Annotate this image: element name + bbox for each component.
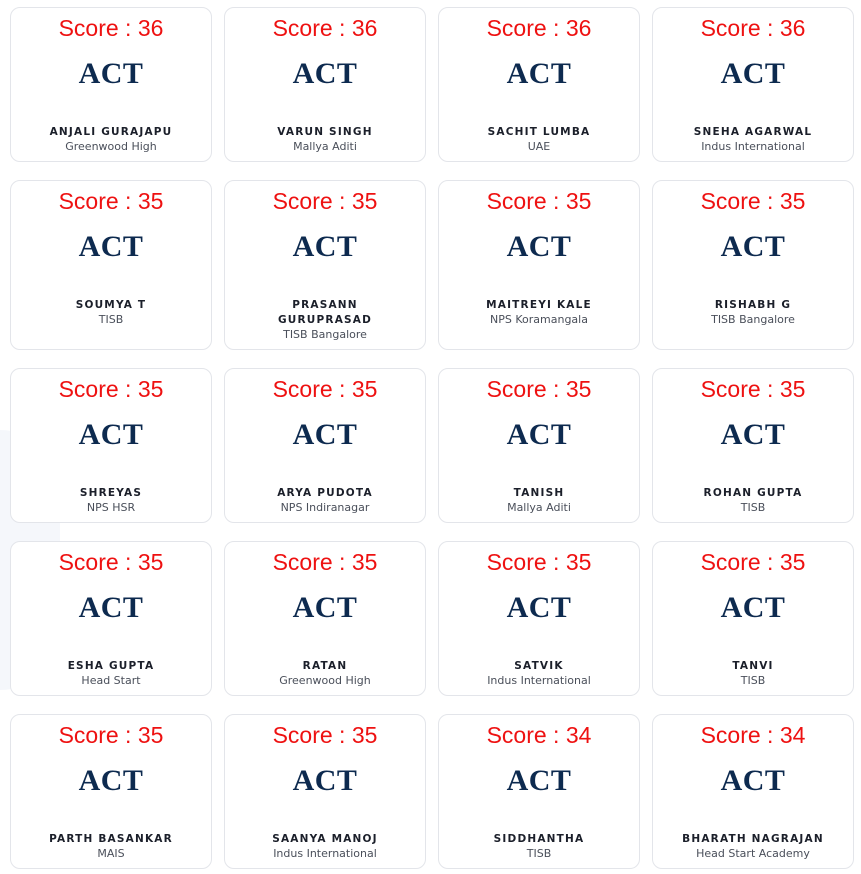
score-label: Score : 36	[272, 15, 378, 41]
act-logo: ACT	[292, 57, 358, 90]
act-logo: ACT	[506, 764, 572, 797]
school-name: NPS Koramangala	[490, 313, 588, 326]
score-label: Score : 35	[272, 722, 378, 748]
student-name: SACHIT LUMBA	[487, 126, 591, 138]
student-name: SOUMYA T	[75, 299, 147, 311]
school-name: TISB Bangalore	[711, 313, 795, 326]
school-name: Head Start	[81, 674, 141, 687]
score-label: Score : 35	[486, 549, 592, 575]
act-logo: ACT	[292, 230, 358, 263]
act-logo: ACT	[720, 230, 786, 263]
student-name: SIDDHANTHA	[493, 833, 585, 845]
score-label: Score : 34	[486, 722, 592, 748]
act-logo: ACT	[720, 57, 786, 90]
student-score-card	[10, 180, 212, 350]
card-row	[10, 541, 854, 696]
student-score-card	[224, 368, 426, 523]
student-name: PRASANN GURUPRASAD	[277, 299, 373, 326]
score-label: Score : 36	[486, 15, 592, 41]
score-card-grid	[10, 7, 854, 869]
student-name: ROHAN GUPTA	[703, 487, 803, 499]
school-name: Greenwood High	[279, 674, 371, 687]
school-name: NPS HSR	[86, 501, 136, 514]
act-logo: ACT	[292, 591, 358, 624]
student-score-card	[438, 180, 640, 350]
student-name: ANJALI GURAJAPU	[49, 126, 173, 138]
school-name: TISB	[98, 313, 124, 326]
school-name: Indus International	[487, 674, 591, 687]
score-label: Score : 35	[272, 376, 378, 402]
student-name: RISHABH G	[714, 299, 792, 311]
student-score-card	[10, 7, 212, 162]
student-name: SATVIK	[514, 660, 564, 672]
student-score-card	[224, 180, 426, 350]
school-name: NPS Indiranagar	[280, 501, 370, 514]
student-name: TANISH	[513, 487, 565, 499]
school-name: Greenwood High	[65, 140, 157, 153]
score-label: Score : 35	[58, 188, 164, 214]
act-logo: ACT	[292, 418, 358, 451]
student-score-card	[224, 7, 426, 162]
score-label: Score : 35	[486, 188, 592, 214]
act-logo: ACT	[720, 418, 786, 451]
student-score-card	[224, 714, 426, 869]
student-name: PARTH BASANKAR	[49, 833, 173, 845]
student-score-card	[224, 541, 426, 696]
act-logo: ACT	[720, 591, 786, 624]
act-logo: ACT	[292, 764, 358, 797]
act-logo: ACT	[78, 591, 144, 624]
student-name: SAANYA MANOJ	[272, 833, 378, 845]
score-label: Score : 35	[58, 549, 164, 575]
school-name: UAE	[527, 140, 551, 153]
act-logo: ACT	[506, 57, 572, 90]
student-name: BHARATH NAGRAJAN	[682, 833, 824, 845]
act-logo: ACT	[78, 57, 144, 90]
card-row	[10, 368, 854, 523]
score-label: Score : 36	[58, 15, 164, 41]
act-logo: ACT	[506, 230, 572, 263]
student-score-card	[438, 541, 640, 696]
student-name: SHREYAS	[79, 487, 143, 499]
school-name: Indus International	[701, 140, 805, 153]
student-name: ARYA PUDOTA	[277, 487, 373, 499]
student-score-card	[10, 368, 212, 523]
act-logo: ACT	[506, 591, 572, 624]
student-score-card	[652, 714, 854, 869]
score-label: Score : 35	[58, 722, 164, 748]
student-name: MAITREYI KALE	[486, 299, 592, 311]
score-label: Score : 35	[58, 376, 164, 402]
card-row	[10, 7, 854, 162]
act-logo: ACT	[78, 764, 144, 797]
student-name: TANVI	[732, 660, 774, 672]
school-name: TISB	[526, 847, 552, 860]
student-score-card	[652, 7, 854, 162]
score-label: Score : 34	[700, 722, 806, 748]
act-logo: ACT	[506, 418, 572, 451]
student-score-card	[438, 368, 640, 523]
act-logo: ACT	[78, 230, 144, 263]
score-label: Score : 35	[272, 188, 378, 214]
school-name: Mallya Aditi	[507, 501, 571, 514]
card-row	[10, 180, 854, 350]
student-score-card	[10, 541, 212, 696]
school-name: TISB	[740, 674, 766, 687]
school-name: Mallya Aditi	[293, 140, 357, 153]
student-score-card	[652, 541, 854, 696]
student-score-card	[438, 7, 640, 162]
score-label: Score : 35	[700, 549, 806, 575]
score-label: Score : 35	[486, 376, 592, 402]
student-name: VARUN SINGH	[277, 126, 373, 138]
school-name: TISB Bangalore	[283, 328, 367, 341]
act-logo: ACT	[78, 418, 144, 451]
student-name: RATAN	[302, 660, 348, 672]
student-score-card	[10, 714, 212, 869]
student-name: ESHA GUPTA	[67, 660, 155, 672]
school-name: Indus International	[273, 847, 377, 860]
student-score-card	[438, 714, 640, 869]
school-name: MAIS	[97, 847, 125, 860]
score-label: Score : 35	[700, 376, 806, 402]
act-logo: ACT	[720, 764, 786, 797]
card-row	[10, 714, 854, 869]
student-score-card	[652, 180, 854, 350]
school-name: Head Start Academy	[696, 847, 810, 860]
score-label: Score : 35	[700, 188, 806, 214]
score-label: Score : 35	[272, 549, 378, 575]
student-score-card	[652, 368, 854, 523]
school-name: TISB	[740, 501, 766, 514]
score-label: Score : 36	[700, 15, 806, 41]
student-name: SNEHA AGARWAL	[693, 126, 813, 138]
